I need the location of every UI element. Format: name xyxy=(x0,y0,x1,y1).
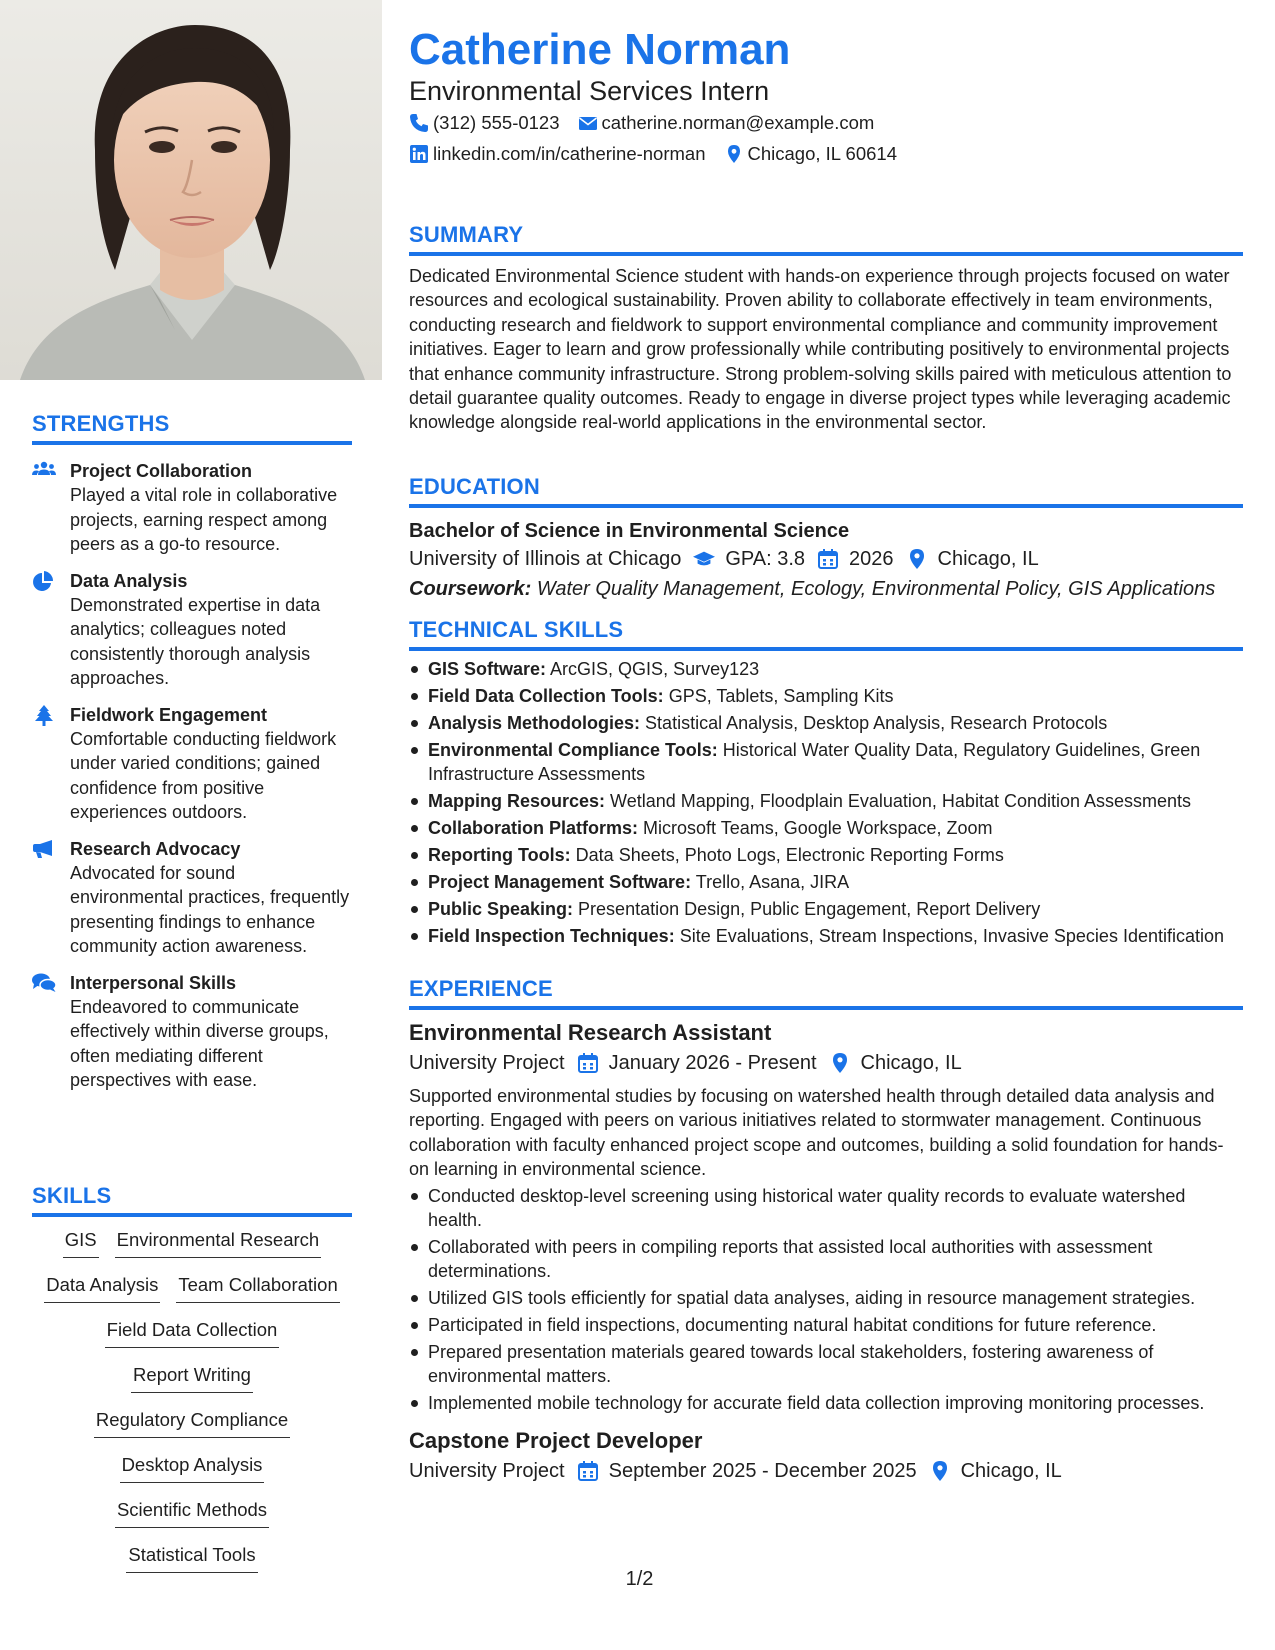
strength-title: Project Collaboration xyxy=(70,461,253,481)
graduation-year: 2026 xyxy=(849,548,894,570)
skill-tag: Statistical Tools xyxy=(126,1542,257,1573)
phone-icon xyxy=(409,113,429,133)
map-pin-icon xyxy=(929,1460,951,1482)
candidate-role: Environmental Services Intern xyxy=(409,76,770,106)
list-item: Project Management Software: Trello, Asana, JIRA xyxy=(409,870,1243,894)
coursework-list: Water Quality Management, Ecology, Environmental Policy, GIS Applications xyxy=(536,578,1216,600)
comments-icon xyxy=(32,971,70,1093)
location-contact xyxy=(724,143,897,165)
phone-text: (312) 555-0123 xyxy=(433,112,560,133)
coursework-label: Coursework: xyxy=(409,578,532,600)
strength-title: Data Analysis xyxy=(70,570,188,591)
education-title: EDUCATION xyxy=(409,474,1243,508)
map-pin-icon xyxy=(724,144,744,164)
job-bullets xyxy=(409,1184,1243,1416)
megaphone-icon xyxy=(32,837,70,959)
skill-tag: Field Data Collection xyxy=(105,1317,280,1348)
skill-tag: Report Writing xyxy=(131,1362,253,1393)
list-item: Participated in field inspections, documenting natural habitat conditions for future reference. xyxy=(409,1313,1243,1337)
strength-title: Fieldwork Engagement xyxy=(70,704,268,725)
list-item: Field Inspection Techniques: Site Evaluations, Stream Inspections, Invasive Species Identification xyxy=(409,924,1243,948)
skill-tag: Regulatory Compliance xyxy=(94,1407,290,1438)
strengths-section xyxy=(32,411,352,1093)
degree-name: Bachelor of Science in Environmental Science xyxy=(409,520,850,542)
calendar-icon xyxy=(577,1460,599,1482)
school-name: University of Illinois at Chicago xyxy=(409,548,682,570)
strength-item xyxy=(32,703,352,825)
job-location: Chicago, IL xyxy=(960,1459,1062,1482)
job-dates: January 2026 - Present xyxy=(608,1052,817,1074)
skills-section xyxy=(32,1183,352,1575)
list-item: Analysis Methodologies: Statistical Analysis, Desktop Analysis, Research Protocols xyxy=(409,711,1243,735)
skills-list xyxy=(32,1227,352,1575)
strength-item xyxy=(32,837,352,959)
summary-text: Dedicated Environmental Science student with hands-on experience through projects focused on water resources and ecological sustainability. Proven ability to collaborate effectively in team environments, conducting research and fieldwork to support environmental compliance and community improvement initiatives. Eager to learn and grow professionally while contributing positively to environmental projects that enhance community infrastructure. Strong problem-solving skills paired with meticulous attention to detail guarantee quality outcomes. Ready to engage in diverse project types while leveraging academic knowledge alongside real-world applications in the environmental sector. xyxy=(409,266,1232,433)
job-org: University Project xyxy=(409,1052,565,1074)
skill-tag: Scientific Methods xyxy=(115,1497,269,1528)
job-title: Capstone Project Developer xyxy=(409,1427,703,1453)
strength-description: Played a vital role in collaborative projects, earning respect among peers as a go-to resource. xyxy=(70,485,338,554)
strength-title: Research Advocacy xyxy=(70,838,241,859)
phone-contact[interactable] xyxy=(409,112,560,134)
skill-tag: Environmental Research xyxy=(115,1227,322,1258)
skill-tag: Team Collaboration xyxy=(176,1272,339,1303)
list-item: Collaborated with peers in compiling reports that assisted local authorities with assessment determinations. xyxy=(409,1235,1243,1284)
map-pin-icon xyxy=(906,548,928,570)
list-item: GIS Software: ArcGIS, QGIS, Survey123 xyxy=(409,657,1243,681)
list-item: Prepared presentation materials geared towards local stakeholders, fostering awareness of environmental matters. xyxy=(409,1340,1243,1389)
list-item: Public Speaking: Presentation Design, Public Engagement, Report Delivery xyxy=(409,897,1243,921)
contact-row-2 xyxy=(409,143,915,165)
coursework-line xyxy=(409,574,1243,604)
profile-photo xyxy=(0,0,382,380)
job-meta xyxy=(409,1048,1243,1078)
job-location: Chicago, IL xyxy=(860,1052,962,1074)
experience-section xyxy=(409,976,1243,1486)
education-meta xyxy=(409,544,1243,574)
strength-description: Comfortable conducting fieldwork under varied conditions; gained confidence from positive experiences outdoors. xyxy=(70,728,337,822)
experience-title: EXPERIENCE xyxy=(409,976,1243,1010)
linkedin-text: linkedin.com/in/catherine-norman xyxy=(433,143,706,164)
job-title: Environmental Research Assistant xyxy=(409,1020,772,1045)
linkedin-icon xyxy=(409,144,429,164)
summary-section xyxy=(409,222,1243,435)
tree-icon xyxy=(32,703,70,825)
profile-photo-illustration xyxy=(0,0,382,380)
strength-item xyxy=(32,459,352,557)
strength-description: Demonstrated expertise in data analytics; colleagues noted consistently thorough analysis approaches. xyxy=(70,594,321,688)
map-pin-icon xyxy=(829,1052,851,1074)
education-section xyxy=(409,474,1243,604)
candidate-name: Catherine Norman xyxy=(409,25,791,74)
list-item: Reporting Tools: Data Sheets, Photo Logs, Electronic Reporting Forms xyxy=(409,843,1243,867)
strength-title: Interpersonal Skills xyxy=(70,972,237,993)
list-item: Implemented mobile technology for accurate field data collection improving monitoring processes. xyxy=(409,1391,1243,1415)
technical-skills-title: TECHNICAL SKILLS xyxy=(409,617,1243,651)
users-icon xyxy=(32,459,70,557)
skill-tag: Data Analysis xyxy=(44,1272,160,1303)
summary-title: SUMMARY xyxy=(409,222,1243,256)
job-meta xyxy=(409,1456,1243,1486)
graduation-cap-icon xyxy=(693,548,715,570)
strength-description: Advocated for sound environmental practices, frequently presenting findings to enhance community action awareness. xyxy=(70,862,350,956)
job-dates: September 2025 - December 2025 xyxy=(608,1459,917,1482)
list-item: Mapping Resources: Wetland Mapping, Floodplain Evaluation, Habitat Condition Assessments xyxy=(409,789,1243,813)
contact-row-1 xyxy=(409,112,892,134)
location-text: Chicago, IL 60614 xyxy=(747,143,897,164)
skill-tag: GIS xyxy=(63,1227,99,1258)
strength-item xyxy=(32,569,352,691)
technical-skills-section xyxy=(409,617,1243,950)
job-org: University Project xyxy=(409,1459,565,1482)
skill-tag: Desktop Analysis xyxy=(120,1452,265,1483)
list-item: Field Data Collection Tools: GPS, Tablets, Sampling Kits xyxy=(409,684,1243,708)
school-location: Chicago, IL xyxy=(937,548,1039,570)
sidebar xyxy=(0,0,382,1650)
technical-skills-list xyxy=(409,657,1243,948)
strengths-title: STRENGTHS xyxy=(32,411,352,445)
list-item: Environmental Compliance Tools: Historical Water Quality Data, Regulatory Guidelines, Green Infrastructure Assessments xyxy=(409,738,1243,787)
page-number: 1/2 xyxy=(625,1568,654,1590)
gpa-text: GPA: 3.8 xyxy=(725,548,806,570)
list-item: Utilized GIS tools efficiently for spatial data analyses, aiding in resource management strategies. xyxy=(409,1286,1243,1310)
pie-chart-icon xyxy=(32,569,70,691)
list-item: Conducted desktop-level screening using historical water quality records to evaluate watershed health. xyxy=(409,1184,1243,1233)
email-text: catherine.norman@example.com xyxy=(601,112,875,133)
list-item: Collaboration Platforms: Microsoft Teams, Google Workspace, Zoom xyxy=(409,816,1243,840)
strength-description: Endeavored to communicate effectively within diverse groups, often mediating different perspectives with ease. xyxy=(70,996,329,1090)
calendar-icon xyxy=(817,548,839,570)
calendar-icon xyxy=(577,1052,599,1074)
skills-title: SKILLS xyxy=(32,1183,352,1217)
envelope-icon xyxy=(578,113,598,133)
linkedin-contact[interactable] xyxy=(409,143,706,165)
email-contact[interactable] xyxy=(578,112,875,134)
strength-item xyxy=(32,971,352,1093)
job-description: Supported environmental studies by focusing on watershed health through detailed data analysis and reporting. Engaged with peers on various initiatives related to stormwater management. Continuous collaboration with faculty enhanced project scope and outcomes, building a solid foundation for hands-on learning in environmental science. xyxy=(409,1086,1224,1180)
